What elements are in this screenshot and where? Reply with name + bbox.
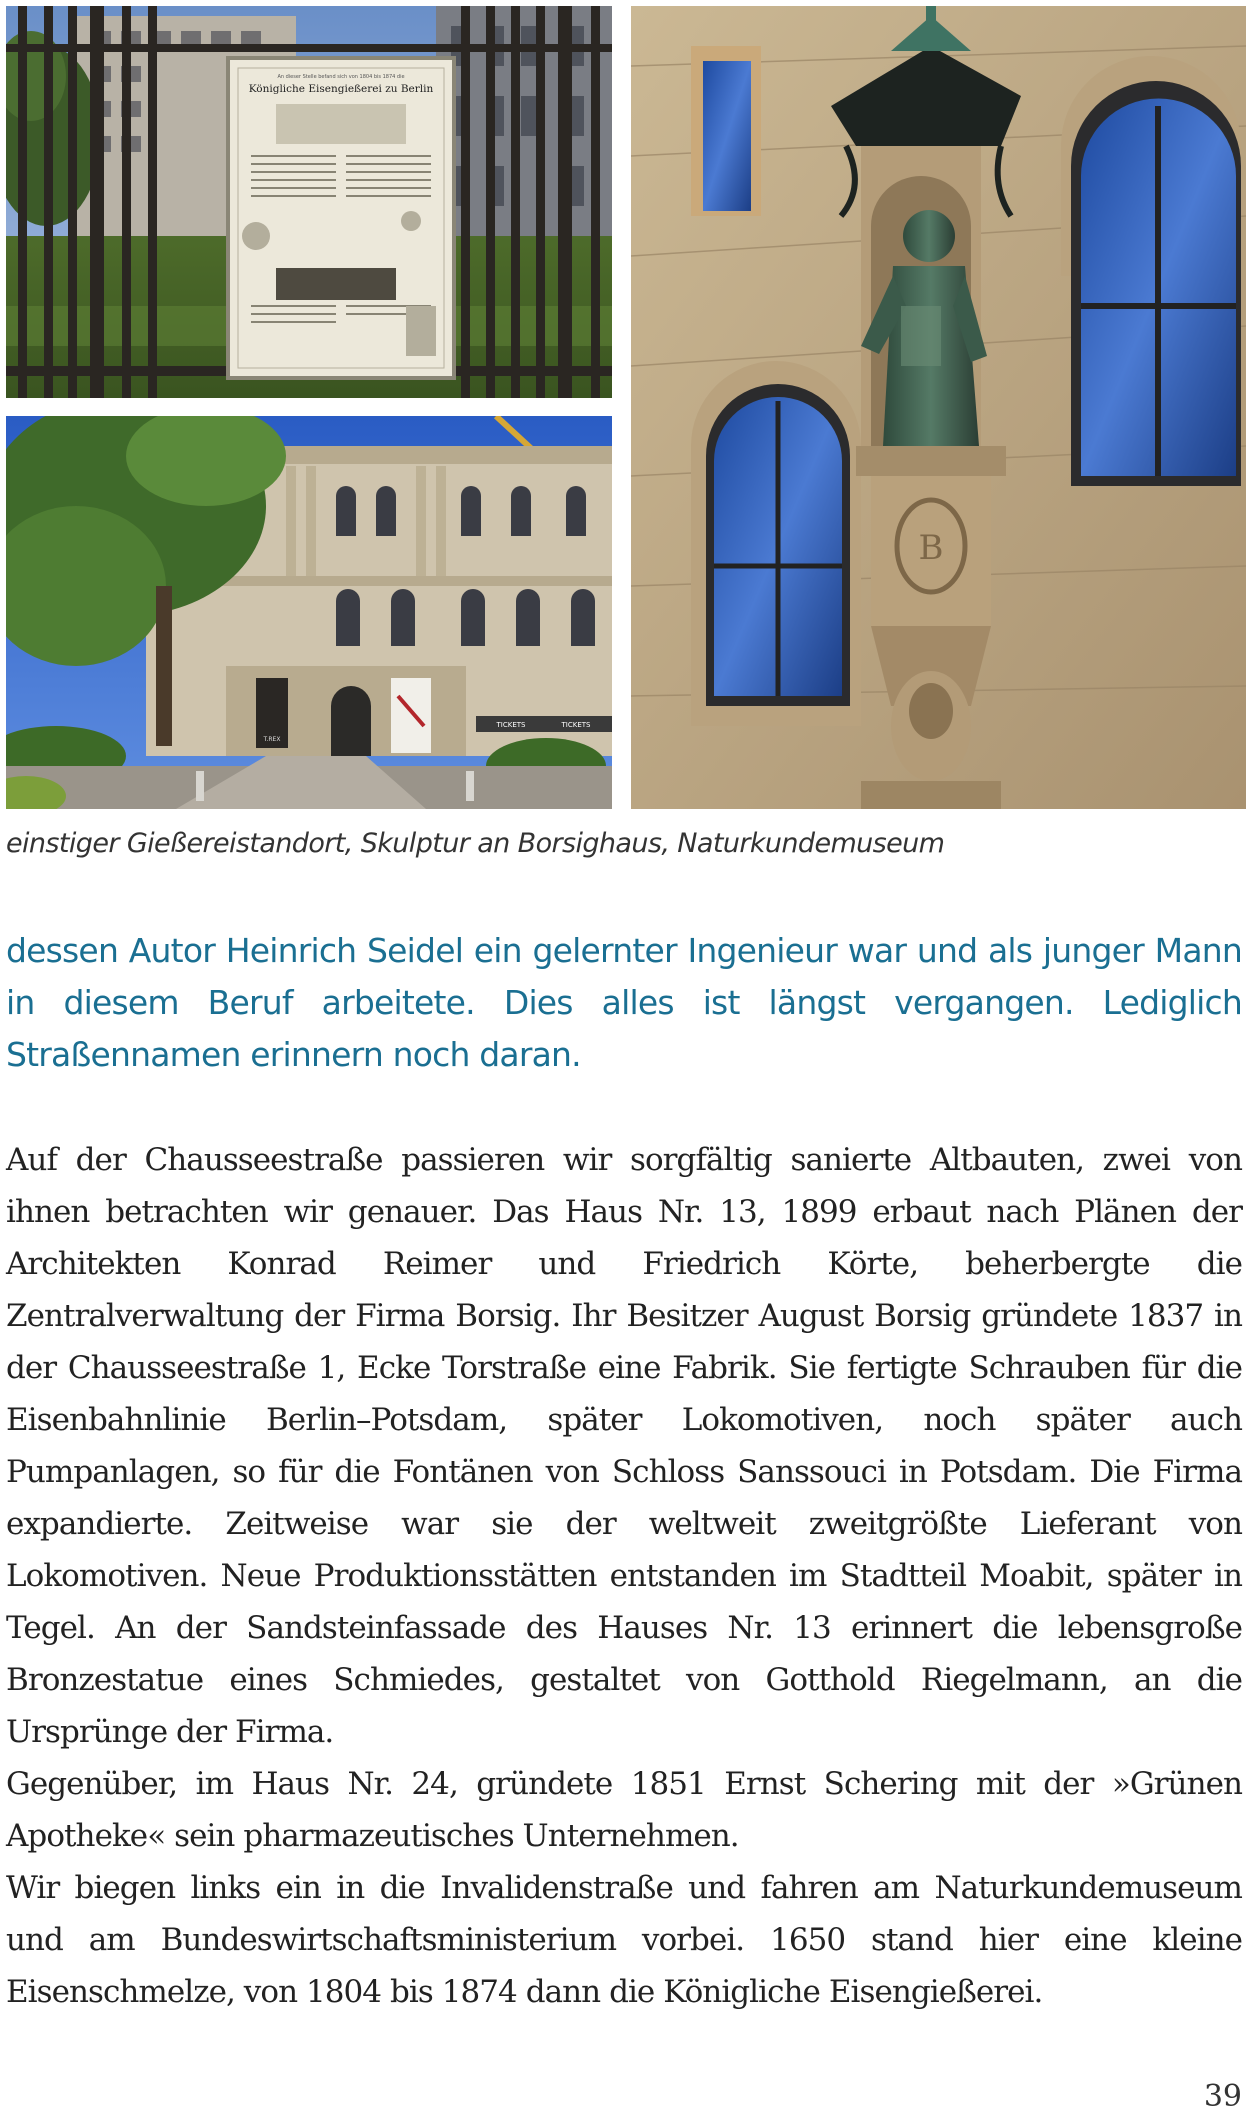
plaque-title: Königliche Eisengießerei zu Berlin	[248, 83, 434, 95]
svg-text:B: B	[918, 528, 944, 568]
photo-borsighaus-sculpture	[631, 6, 1246, 809]
intro-paragraph: dessen Autor Heinrich Seidel ein gelernter Ingenieur war und als junger Mann in diesem Beruf arbeitete. Dies alles ist längst vergangen. Lediglich Straßennamen erinnern noch daran.	[6, 931, 1242, 1074]
body-text	[6, 1134, 1242, 2018]
tickets-sign-2: TICKETS	[561, 721, 591, 729]
plaque-small-line: An dieser Stelle befand sich von 1804 bis 1874 die	[277, 74, 405, 80]
paragraph-borsig: Auf der Chausseestraße passieren wir sorgfältig sanierte Altbauten, zwei von ihnen betrachten wir genauer. Das Haus Nr. 13, 1899 erbaut nach Plänen der Architekten Konrad Reimer und Friedrich Körte, beherbergte die Zentralverwaltung der Firma Borsig. Ihr Besitzer August Borsig gründete 1837 in der Chausseestraße 1, Ecke Torstraße eine Fabrik. Sie fertigte Schrauben für die Eisenbahnlinie Berlin–Potsdam, später Lokomotiven, noch später auch Pumpanlagen, so für die Fontänen von Schloss Sanssouci in Potsdam. Die Firma expandierte. Zeitweise war sie der weltweit zweitgrößte Lieferant von Lokomotiven. Neue Produktionsstätten entstanden im Stadtteil Moabit, später in Tegel. An der Sandsteinfassade des Hauses Nr. 13 erinnert die lebensgroße Bronzestatue eines Schmiedes, gestaltet von Gotthold Riegelmann, an die Ursprünge der Firma.	[6, 1142, 1242, 1750]
museum-image	[6, 416, 612, 809]
fence-plaque-image	[6, 6, 612, 398]
paragraph-schering: Gegenüber, im Haus Nr. 24, gründete 1851 Ernst Schering mit der »Grünen Apotheke« sein pharmazeutisches Unternehmen.	[6, 1766, 1242, 1854]
borsighaus-image	[631, 6, 1246, 809]
tickets-sign-1: TICKETS	[496, 721, 526, 729]
page-number: 39	[1203, 2079, 1242, 2114]
banner-left-label: T.REX	[263, 736, 281, 743]
photo-caption: einstiger Gießereistandort, Skulptur an Borsighaus, Naturkundemuseum	[6, 828, 945, 859]
photo-naturkundemuseum	[6, 416, 612, 809]
paragraph-invalidenstrasse: Wir biegen links ein in die Invalidenstraße und fahren am Naturkundemuseum und am Bundeswirtschaftsministerium vorbei. 1650 stand hier eine kleine Eisenschmelze, von 1804 bis 1874 dann die Königliche Eisengießerei.	[6, 1870, 1242, 2010]
photo-fence-plaque	[6, 6, 612, 398]
